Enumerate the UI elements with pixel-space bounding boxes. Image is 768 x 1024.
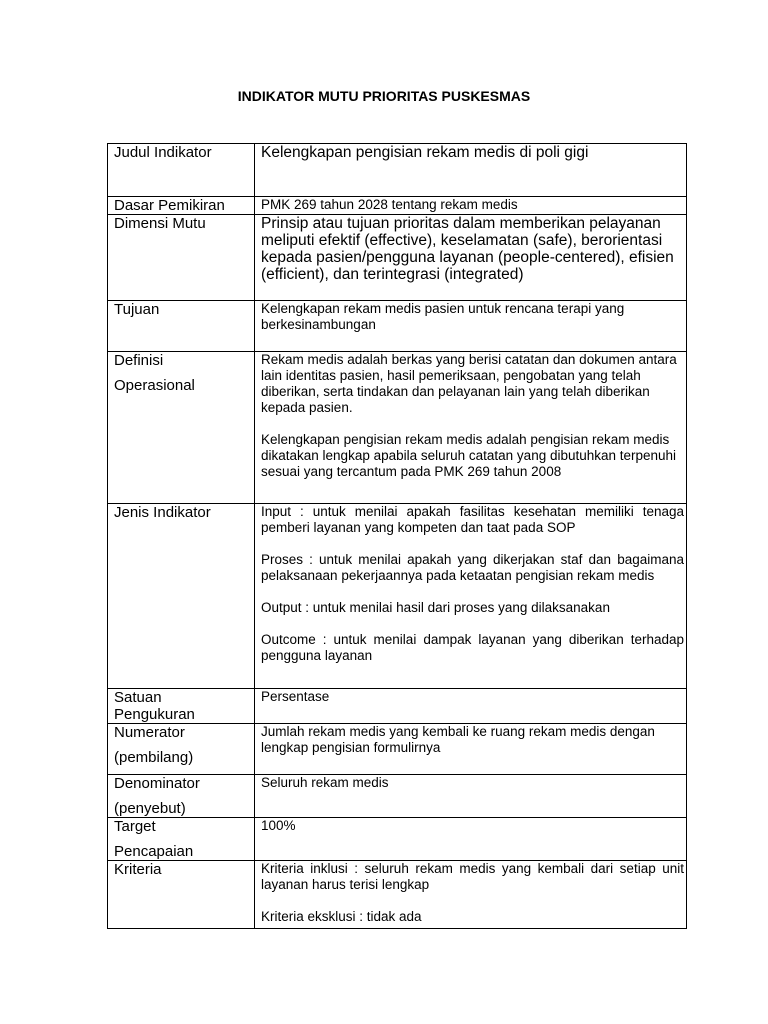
value-jenis	[255, 504, 687, 689]
label-jenis: Jenis Indikator	[108, 504, 255, 689]
definisi-paragraph-2: Kelengkapan pengisian rekam medis adalah pengisian rekam medis dikatakan lengkap apabila seluruh catatan yang dibutuhkan terpenuhi sesuai yang tercantum pada PMK 269 tahun 2008	[261, 432, 677, 479]
label-satuan-line2: Pengukuran	[114, 706, 195, 723]
label-numerator-line2: (pembilang)	[114, 749, 194, 766]
label-numerator	[108, 724, 255, 775]
label-denominator	[108, 775, 255, 818]
row-kriteria	[108, 861, 687, 929]
jenis-proses: Proses : untuk menilai apakah yang dikerjakan staf dan bagaimana pelaksanaan pekerjaannya pada ketaatan pengisian rekam medis	[261, 552, 684, 583]
row-jenis	[108, 504, 687, 689]
label-definisi-line1: Definisi	[114, 352, 164, 369]
jenis-input: Input : untuk menilai apakah fasilitas kesehatan memiliki tenaga pemberi layanan yang kompeten dan taat pada SOP	[261, 504, 684, 535]
label-target	[108, 818, 255, 861]
value-denominator: Seluruh rekam medis	[255, 775, 687, 818]
value-judul: Kelengkapan pengisian rekam medis di poli gigi	[255, 144, 687, 197]
label-satuan-line1: Satuan	[114, 689, 162, 706]
document-title: INDIKATOR MUTU PRIORITAS PUSKESMAS	[237, 88, 531, 104]
label-numerator-line1: Numerator	[114, 724, 185, 741]
label-satuan	[108, 689, 255, 724]
value-tujuan: Kelengkapan rekam medis pasien untuk rencana terapi yang berkesinambungan	[255, 301, 687, 352]
jenis-output: Output : untuk menilai hasil dari proses yang dilaksanakan	[261, 600, 610, 615]
label-dasar: Dasar Pemikiran	[108, 197, 255, 215]
value-numerator: Jumlah rekam medis yang kembali ke ruang rekam medis dengan lengkap pengisian formulirnya	[255, 724, 687, 775]
row-definisi	[108, 352, 687, 504]
value-target: 100%	[255, 818, 687, 861]
row-tujuan	[108, 301, 687, 352]
label-kriteria: Kriteria	[108, 861, 255, 929]
row-satuan	[108, 689, 687, 724]
value-definisi	[255, 352, 687, 504]
row-dasar	[108, 197, 687, 215]
label-target-line1: Target	[114, 818, 156, 835]
label-denominator-line1: Denominator	[114, 775, 200, 792]
definisi-paragraph-1: Rekam medis adalah berkas yang berisi catatan dan dokumen antara lain identitas pasien, hasil pemeriksaan, pengobatan yang telah diberikan, serta tindakan dan pelayanan lain yang telah diberikan kepada pasien.	[261, 352, 677, 415]
row-dimensi	[108, 215, 687, 301]
label-tujuan: Tujuan	[108, 301, 255, 352]
value-satuan: Persentase	[255, 689, 687, 724]
row-numerator	[108, 724, 687, 775]
value-kriteria	[255, 861, 687, 929]
indicator-table	[107, 143, 687, 929]
label-target-line2: Pencapaian	[114, 843, 194, 860]
value-dimensi: Prinsip atau tujuan prioritas dalam memberikan pelayanan meliputi efektif (effective), keselamatan (safe), berorientasi kepada pasien/pengguna layanan (people-centered), efisien (efficient), dan terintegrasi (integrated)	[255, 215, 687, 301]
label-definisi-line2: Operasional	[114, 377, 195, 394]
label-denominator-line2: (penyebut)	[114, 800, 186, 817]
label-judul: Judul Indikator	[108, 144, 255, 197]
row-denominator	[108, 775, 687, 818]
label-definisi	[108, 352, 255, 504]
jenis-outcome: Outcome : untuk menilai dampak layanan yang diberikan terhadap pengguna layanan	[261, 632, 684, 663]
label-dimensi: Dimensi Mutu	[108, 215, 255, 301]
row-target	[108, 818, 687, 861]
value-dasar: PMK 269 tahun 2028 tentang rekam medis	[255, 197, 687, 215]
kriteria-eksklusi: Kriteria eksklusi : tidak ada	[261, 909, 422, 924]
kriteria-inklusi: Kriteria inklusi : seluruh rekam medis yang kembali dari setiap unit layanan harus terisi lengkap	[261, 861, 684, 892]
row-judul	[108, 144, 687, 197]
